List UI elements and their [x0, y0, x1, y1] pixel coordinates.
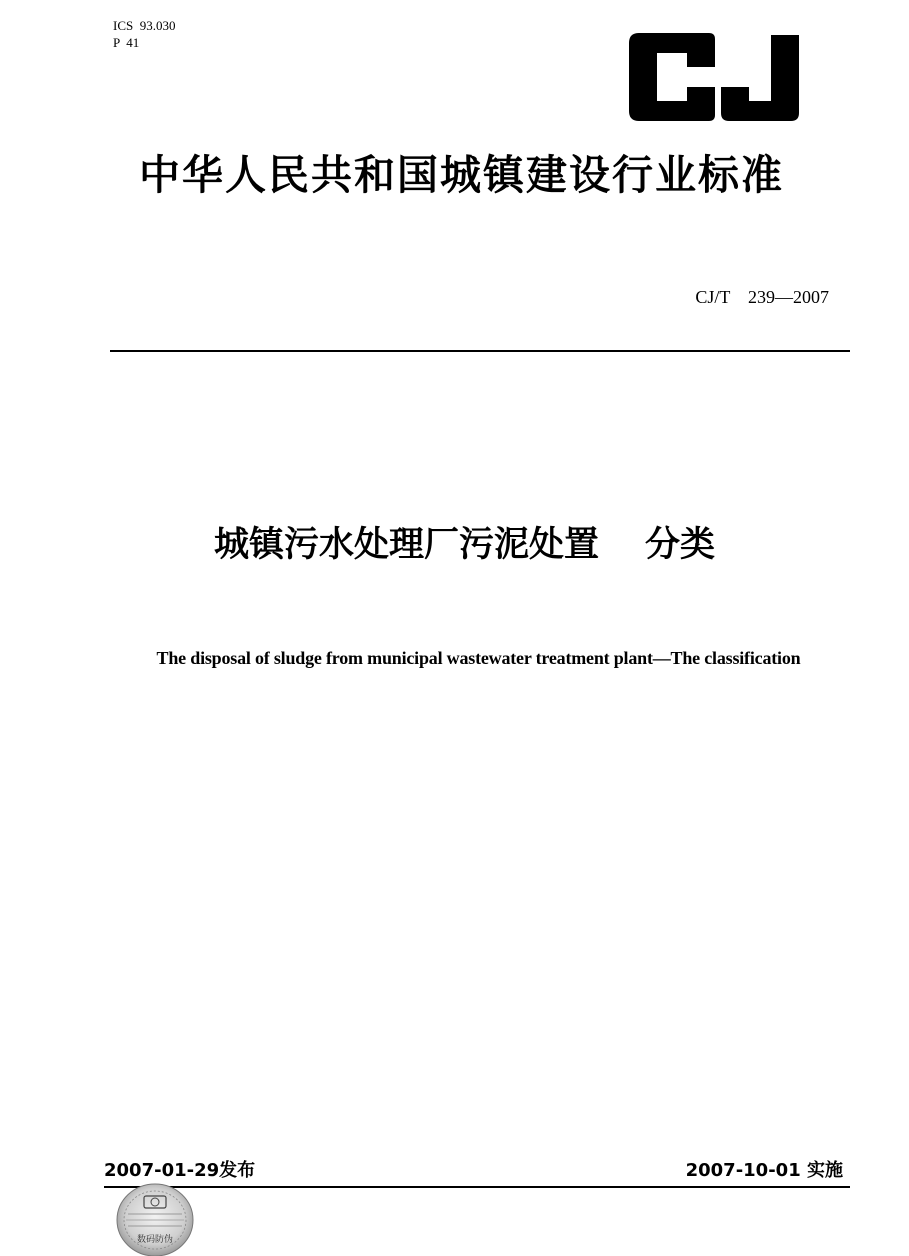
bottom-divider	[104, 1186, 850, 1188]
standard-number: CJ/T 239—2007	[695, 287, 829, 307]
implement-date: 2007-10-01 实施	[685, 1160, 843, 1181]
top-divider	[110, 350, 850, 352]
document-title-en: The disposal of sludge from municipal wastewater treatment plant—The classification	[156, 648, 801, 668]
seal-text: 数码防伪	[136, 1235, 174, 1245]
national-standard-title: 中华人民共和国城镇建设行业标准	[139, 151, 784, 199]
ccs-code: P 41	[113, 35, 140, 50]
logo-letter-c	[629, 33, 715, 121]
document-title-cn	[0, 522, 909, 568]
title-cn-sub: 分类	[645, 525, 716, 565]
ics-code: ICS 93.030	[113, 18, 176, 33]
logo-letter-j	[721, 35, 799, 121]
issue-date: 2007-01-29发布	[104, 1160, 256, 1181]
cj-logo	[625, 33, 801, 121]
classification-codes	[113, 17, 175, 51]
anti-counterfeit-seal-icon	[114, 1180, 196, 1256]
title-cn-main: 城镇污水处理厂污泥处置	[213, 525, 599, 565]
